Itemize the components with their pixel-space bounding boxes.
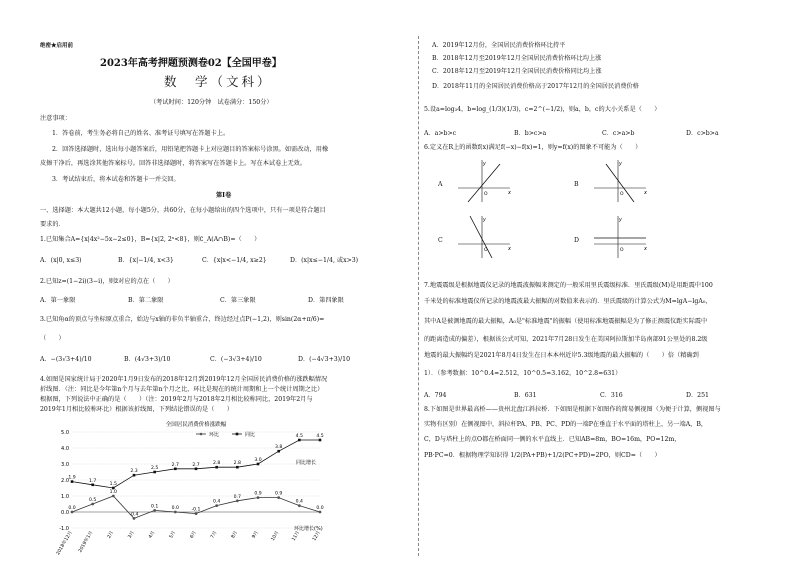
chart-y-tick-label: 3.0	[61, 461, 69, 468]
chart-point	[257, 496, 260, 499]
q5-option-c[interactable]: C．c>a>b	[602, 130, 635, 137]
chart-data-label: 0.9	[275, 491, 283, 497]
chart-title: 全国居民消费价格涨跌幅	[165, 422, 227, 428]
chart-y-tick-label: -1.0	[59, 525, 69, 532]
chart-point	[319, 511, 322, 514]
cpi-line-chart	[46, 418, 330, 558]
q7-option-b[interactable]: B．631	[514, 392, 537, 399]
chart-data-label: 0.4	[213, 499, 221, 505]
q7-option-c[interactable]: C．316	[600, 392, 623, 399]
svg-text:O: O	[484, 192, 488, 197]
exam-title: 2023年高考押题预测卷02【全国甲卷】	[100, 58, 282, 69]
q3-option-b[interactable]: B．(4√3+3)/10	[124, 356, 171, 363]
chart-x-tick-label: 3月	[127, 530, 136, 540]
q6-label-b: B	[574, 181, 579, 188]
chart-x-tick-label: 5月	[168, 530, 178, 540]
chart-point	[195, 468, 198, 471]
q6-stem: 6.定义在R上的函数f(x)满足f(−x)−f(x)=1，则y=f(x)的图象不可能为（ ）	[424, 144, 642, 151]
svg-text:O: O	[620, 248, 624, 253]
q3-paren: （ ）	[40, 335, 65, 342]
q4-option-d[interactable]: D．2018年11月的全国居民消费价格高于2017年12月的全国居民消费价格	[432, 83, 639, 90]
q7-option-a[interactable]: A．794	[424, 392, 447, 399]
svg-text:y: y	[483, 217, 486, 223]
q8-line: 实物有区别）在侧视图中，斜拉杆PA、PB、PC、PD的一端P在垂直于水平面的塔柱上，另一端A，B，	[424, 421, 708, 428]
chart-data-label: 4.5	[316, 434, 324, 439]
chart-point	[174, 468, 177, 471]
q6-label-a: A	[438, 181, 443, 188]
chart-point	[174, 511, 177, 514]
chart-data-label: 2.8	[233, 461, 241, 467]
chart-data-label: -0.1	[191, 507, 201, 513]
q2-option-d[interactable]: D．第四象限	[308, 297, 344, 304]
chart-data-label: 0.9	[254, 491, 262, 497]
notice-item: 1．答卷前，考生务必将自己的姓名、准考证号填写在答题卡上。	[52, 130, 230, 137]
q3-option-d[interactable]: D．(−4√3+3)/10	[298, 356, 351, 363]
chart-point	[298, 504, 301, 507]
notice-item: 2．回答选择题时，选出每小题答案后，用铅笔把答题卡上对应题目的答案标号涂黑。如需改动，用橡	[52, 146, 329, 153]
chart-data-label: 3.0	[254, 458, 262, 463]
legend-marker	[236, 433, 239, 436]
q1-option-b[interactable]: B．{x|−1/4, x<3}	[118, 257, 174, 264]
q5-option-a[interactable]: A．a>b>c	[424, 130, 457, 137]
chart-point	[277, 496, 280, 499]
q5-option-b[interactable]: B．b>c>a	[514, 130, 547, 137]
q7-line: 其中A是被测地震的最大振幅，A₀是"标准地震"的振幅（使用标准地震振幅是为了修正测震仪距实际震中	[424, 318, 708, 325]
chart-annotation: 同比增长	[296, 460, 317, 466]
legend-marker	[200, 433, 203, 436]
chart-x-tick-label: 10月	[270, 530, 281, 543]
q6-graph-b[interactable]	[590, 158, 650, 204]
chart-point	[277, 450, 280, 453]
chart-point	[91, 503, 94, 506]
chart-data-label: 0.0	[68, 506, 76, 511]
q7-line: 7.地震震级是根据地震仪记录的地震波振幅来测定的一般采用里氏震级标准．里氏震级(M)是用距震中100	[424, 282, 713, 289]
chart-point	[133, 517, 136, 520]
chart-data-label: 4.5	[295, 434, 303, 439]
svg-text:x: x	[644, 190, 647, 196]
chart-point	[298, 439, 301, 442]
chart-x-tick-label: 12月	[312, 530, 322, 543]
left-column	[40, 0, 416, 562]
chart-point	[71, 511, 74, 514]
chart-x-tick-label: 6月	[189, 530, 198, 540]
chart-x-tick-label: 2月	[106, 530, 116, 540]
chart-point	[215, 504, 218, 507]
chart-data-label: 1.0	[109, 490, 117, 495]
q3-stem: 3.已知角α的顶点与坐标原点重合，始边与x轴的非负半轴重合，终边经过点P(−1,2)，则sin(2α+π/6)=	[40, 316, 325, 323]
q4-stem: 4.如图是国家统计局于2020年1月9日发布的2018年12月到2019年12月全国居民消费价格的涨跌幅情况	[40, 376, 328, 383]
svg-text:O: O	[620, 192, 624, 197]
subject-title: 数 学（文科）	[164, 74, 273, 89]
chart-data-label: 2.3	[130, 469, 138, 475]
chart-data-label: 0.0	[316, 506, 324, 511]
column-divider	[418, 36, 419, 556]
chart-y-tick-label: 5.0	[61, 429, 69, 436]
q1-stem: 1.已知集合A={x|4x²−5x−2≤0}，B={x|2, 2ˣ<8}，则∁_A(A∩B)=（ ）	[40, 236, 261, 243]
right-column	[424, 0, 780, 562]
chart-x-tick-label: 2018年12月	[56, 530, 74, 557]
q7-line: 的距离造成的偏差），根据该公式可知，2021年7月28日发生在美国阿拉斯加半岛南部91公里处的8.2级	[424, 336, 708, 343]
q4-stem: 根据图，下列说法中正确的是（ ）（注：2019年2月与2018年2月相比较称同比，2019年2月与	[40, 396, 313, 403]
section-intro: 一、选择题：本大题共12小题，每小题5分，共60分，在每小题给出的四个选项中，只有一项是符合题目	[40, 207, 326, 214]
q3-option-c[interactable]: C．(−3√3+4)/10	[210, 356, 262, 363]
legend-label: 环比	[209, 431, 220, 438]
q1-option-a[interactable]: A．(x|0, x≤3)	[40, 257, 82, 264]
q7-line: 千米处的标准地震仪所记录的地震波最大振幅的对数值来表示的．里氏震级的计算公式为M=lgA−lgA₀，	[424, 298, 712, 305]
chart-y-tick-label: 1.0	[61, 493, 69, 500]
chart-point	[153, 509, 156, 512]
q7-option-d[interactable]: D．251	[686, 392, 709, 399]
svg-text:y: y	[483, 161, 486, 167]
svg-text:x: x	[508, 246, 511, 252]
chart-y-tick-label: 4.0	[61, 445, 69, 452]
notice-heading: 注意事项：	[40, 115, 71, 122]
chart-data-label: 0.5	[89, 498, 97, 503]
chart-data-label: 0.0	[171, 506, 179, 511]
chart-point	[319, 439, 322, 442]
chart-series	[68, 433, 323, 520]
chart-data-label: 2.8	[213, 461, 221, 467]
q8-line: PB·PC=0．根据物理学知识得 1/2(PA+PB)+1/2(PC+PD)=2PO，则CD=（ ）	[424, 452, 661, 459]
svg-text:O: O	[484, 248, 488, 253]
chart-x-tick-label: 9月	[251, 530, 260, 540]
chart-point	[133, 474, 136, 477]
chart-point	[215, 466, 218, 469]
svg-text:y: y	[619, 217, 622, 223]
chart-annotation: 环比增长(%)	[294, 526, 323, 532]
time-info: （考试时间：120分钟 试卷满分：150分）	[150, 99, 273, 106]
chart-x-tick-label: 4月	[148, 530, 157, 540]
chart-y-tick-label: 0.0	[61, 509, 69, 516]
chart-data-label: 1.5	[109, 482, 117, 487]
chart-data-label: 0.7	[233, 494, 241, 500]
q6-label-c: C	[438, 237, 443, 244]
chart-point	[257, 463, 260, 466]
chart-data-label: 2.5	[151, 466, 159, 471]
q6-graph-a[interactable]	[454, 158, 514, 204]
q4-stem: 折线图．（注：同比是今年第n个月与去年第n个月之比，环比是现在的统计周期和上一个统计周期之比）	[40, 386, 324, 393]
chart-data-label: 3.8	[275, 445, 283, 451]
section-intro: 要求的．	[40, 221, 65, 228]
q2-option-b[interactable]: B．第二象限	[128, 297, 164, 304]
chart-x-tick-label: 8月	[230, 530, 240, 540]
q5-option-d[interactable]: D．c>b>a	[686, 130, 719, 137]
q1-option-d[interactable]: D．(x|x≤−1/4, 或x>3)	[290, 257, 359, 264]
chart-x-tick-label: 7月	[210, 530, 219, 540]
chart-data-label: 2.7	[171, 462, 179, 468]
chart-point	[71, 480, 74, 483]
svg-text:x: x	[644, 246, 647, 252]
q2-option-c[interactable]: C．第三象限	[220, 297, 256, 304]
notice-item: 3．考试结束后，将本试卷和答题卡一并交回。	[52, 176, 180, 183]
chart-y-ticks	[59, 430, 69, 532]
q7-line: 1）．（参考数据：10^0.4≈2.512，10^0.5≈3.162，10^2.8≈631）	[424, 370, 622, 377]
chart-x-ticks	[54, 530, 321, 557]
q4-stem: 2019年1月相比较称环比）根据该折线图，下列结论错误的是（ ）	[40, 406, 233, 413]
q8-line: 8.下如图是世界最高桥——贵州北盘江斜拉桥．下如图是根据下如图作的简易侧视图（为便于计算，侧视图与	[424, 406, 721, 413]
q1-option-c[interactable]: C．{x|x<−1/4, x≥2}	[202, 257, 267, 264]
chart-point	[112, 495, 115, 498]
q6-label-d: D	[574, 237, 579, 244]
q2-stem: 2.已知z=(1−2i)(3−i)，则z̄对应的点在（ ）	[40, 278, 174, 285]
chart-data-label: 2.7	[192, 462, 200, 468]
chart-point	[236, 499, 239, 502]
notice-item: 皮擦干净后，再选涂其他答案标号。回答非选择题时，将答案写在答题卡上。写在本试卷上无效。	[40, 160, 307, 167]
q2-option-a[interactable]: A．第一象限	[40, 297, 76, 304]
chart-y-tick-label: 2.0	[61, 477, 69, 484]
chart-x-tick-label: 11月	[291, 530, 302, 543]
chart-data-label: -0.4	[129, 512, 139, 518]
q6-graph-c[interactable]	[454, 214, 514, 260]
chart-data-label: 0.1	[151, 504, 159, 510]
chart-data-label: 0.4	[295, 499, 303, 505]
chart-data-label: 1.9	[68, 475, 76, 481]
q5-stem: 5.设a=log₃4，b=log_(1/3)(1/3)，c=2^(−1/2)，则a，b，c的大小关系是（ ）	[424, 106, 661, 113]
q4-option-a[interactable]: A．2019年12月份，全国居民消费价格环比持平	[432, 42, 566, 49]
q7-line: 地震的最大振幅约是2021年8月4日发生在日本本州近岸5.3级地震的最大振幅的（ ）倍（精确到	[424, 352, 699, 359]
chart-point	[236, 466, 239, 469]
q6-graph-d[interactable]	[590, 214, 650, 260]
q4-option-c[interactable]: C．2018年12月至2019年12月全国居民消费价格同比均上涨	[432, 68, 602, 75]
chart-point	[112, 487, 115, 490]
chart-point	[195, 512, 198, 515]
q4-option-b[interactable]: B．2018年12月至2019年12月全国居民消费价格环比均上涨	[432, 55, 602, 62]
chart-data-label: 1.7	[89, 478, 97, 484]
secret-label: 绝密★启用前	[40, 43, 74, 49]
svg-text:y: y	[619, 161, 622, 167]
q8-line: C，D与塔柱上的点O都在桥面同一侧的水平直线上．已知AB=8m，BO=16m，PO=12m，	[424, 436, 681, 443]
svg-text:x: x	[508, 190, 511, 196]
chart-point	[153, 471, 156, 474]
legend-label: 同比	[245, 431, 256, 438]
volume-title: 第Ⅰ卷	[216, 192, 232, 199]
chart-x-tick-label: 2019年1月	[78, 530, 95, 554]
q3-option-a[interactable]: A．−(3√3+4)/10	[40, 356, 92, 363]
chart-point	[91, 484, 94, 487]
